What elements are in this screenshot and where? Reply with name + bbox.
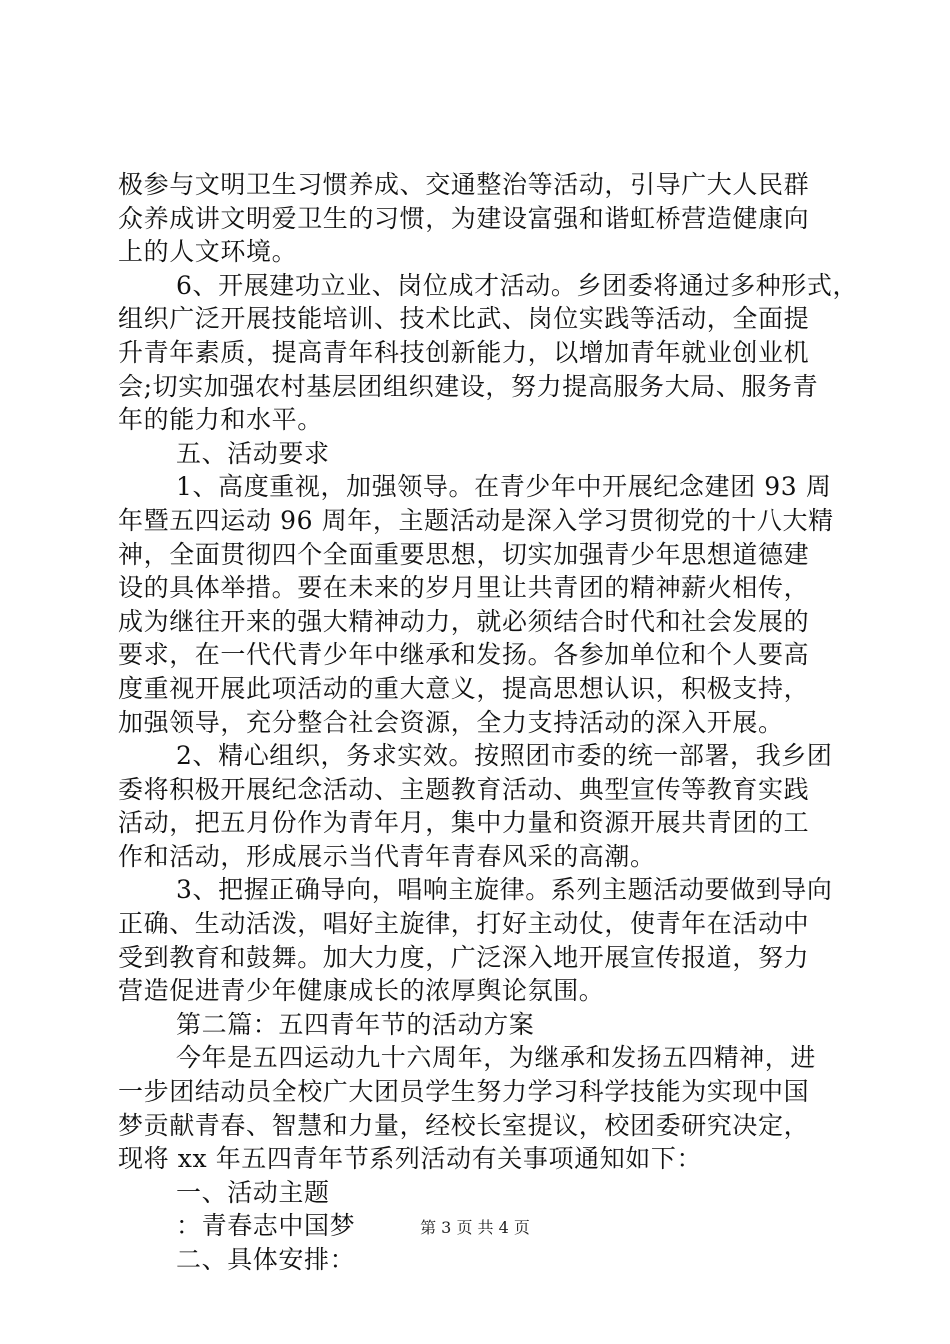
text-line: 活动，把五月份作为青年月，集中力量和资源开展共青团的工 [118,808,810,838]
text-line: 一、活动主题 [176,1177,330,1207]
text-line: 年的能力和水平。 [118,405,323,435]
text-line: 作和活动，形成展示当代青年青春风采的高潮。 [118,841,656,871]
text-line: 众养成讲文明爱卫生的习惯，为建设富强和谐虹桥营造健康向 [118,203,810,233]
text-line: 一步团结动员全校广大团员学生努力学习科学技能为实现中国 [118,1077,810,1107]
text-line: 6、开展建功立业、岗位成才活动。乡团委将通过多种形式， [176,270,859,300]
text-line: 3、把握正确导向，唱响主旋律。系列主题活动要做到导向 [176,875,833,905]
text-line: 梦贡献青春、智慧和力量，经校长室提议，校团委研究决定， [118,1110,810,1140]
text-line: 第二篇：五四青年节的活动方案 [176,1009,535,1039]
text-line: 委将积极开展纪念活动、主题教育活动、典型宣传等教育实践 [118,774,810,804]
text-line: 2、精心组织，务求实效。按照团市委的统一部署，我乡团 [176,741,833,771]
text-line: 会;切实加强农村基层团组织建设，努力提高服务大局、服务青 [118,371,819,401]
text-line: 成为继往开来的强大精神动力，就必须结合时代和社会发展的 [118,606,810,636]
text-line: 1、高度重视，加强领导。在青少年中开展纪念建团 93 周 [176,472,832,502]
text-line: 度重视开展此项活动的重大意义，提高思想认识，积极支持， [118,673,810,703]
text-line: 神，全面贯彻四个全面重要思想，切实加强青少年思想道德建 [118,539,810,569]
text-line: 设的具体举措。要在未来的岁月里让共青团的精神薪火相传， [118,573,810,603]
document-body [118,168,859,1277]
text-line: 受到教育和鼓舞。加大力度，广泛深入地开展宣传报道，努力 [118,942,810,972]
text-line: 极参与文明卫生习惯养成、交通整治等活动，引导广大人民群 [118,170,810,199]
text-line: 营造促进青少年健康成长的浓厚舆论氛围。 [118,976,605,1006]
text-line: 五、活动要求 [176,438,330,468]
text-line: 二、具体安排： [176,1245,356,1274]
text-line: 组织广泛开展技能培训、技术比武、岗位实践等活动，全面提 [118,304,810,334]
text-line: 现将 xx 年五四青年节系列活动有关事项通知如下： [118,1144,703,1174]
text-line: ：青春志中国梦 [176,1211,356,1241]
text-line: 正确、生动活泼，唱好主旋律，打好主动仗，使青年在活动中 [118,909,810,939]
text-line: 年暨五四运动 96 周年，主题活动是深入学习贯彻党的十八大精 [118,505,834,535]
text-line: 加强领导，充分整合社会资源，全力支持活动的深入开展。 [118,707,784,737]
text-line: 升青年素质，提高青年科技创新能力，以增加青年就业创业机 [118,337,810,367]
page-footer: 第 3 页 共 4 页 [420,1218,530,1237]
text-line: 今年是五四运动九十六周年，为继承和发扬五四精神，进 [176,1043,817,1073]
text-line: 上的人文环境。 [118,237,298,267]
text-line: 要求，在一代代青少年中继承和发扬。各参加单位和个人要高 [118,640,810,670]
